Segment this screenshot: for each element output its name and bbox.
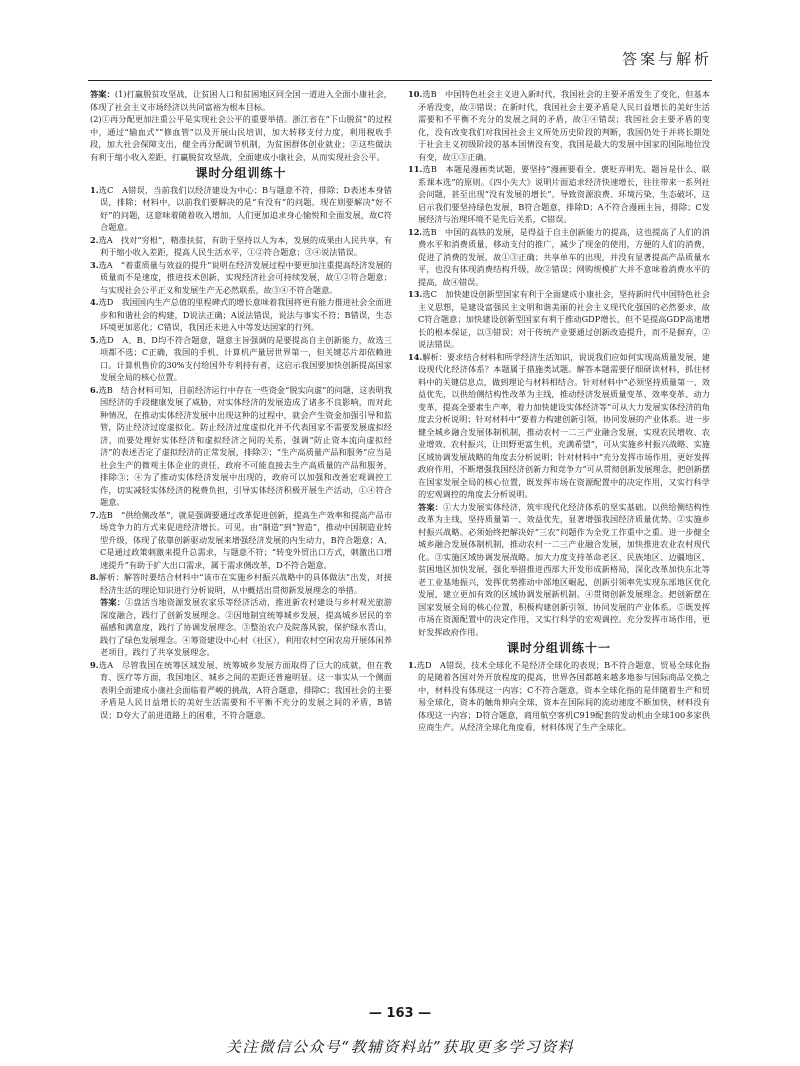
item-number: 1. xyxy=(408,659,417,670)
item-text: 选B 中国的高铁的发展，是得益于自主创新能力的提高，这也提高了人们的消费水平和消费质量，移动支付的推广，减少了现金的使用，方便的人们的消费，促进了消费的发展，故①③正确；共享单车的出现，并没有显著提高产品质量水平，也没有体现消费结构升级，故②错误；网购规模扩大并不意味着消费水平的提高，故④错误。 xyxy=(418,226,710,287)
item-number: 1. xyxy=(90,184,99,195)
list-item xyxy=(90,509,392,572)
answer-block-14 xyxy=(408,501,710,639)
item-text: 选D A、B、D均不符合题意，题意主旨强调的是要提高自主创新能力，故选三项都不选；C正确，我国的手机、计算机产量居世界第一，但关键芯片却依赖进口。计算机售价的30%支付给国外专利持有者，这启示我国要加快创新提高国家发展全局的核心位置。 xyxy=(98,334,392,382)
answer-text-1: (1)打赢脱贫攻坚战，让贫困人口和贫困地区同全国一道进入全面小康社会，体现了社会主义市场经济以共同富裕为根本目标。 xyxy=(90,89,392,112)
list-item xyxy=(408,226,710,289)
item-number: 12. xyxy=(408,226,423,237)
list-item xyxy=(408,163,710,226)
section-title-10: 课时分组训练十 xyxy=(195,166,287,180)
answer-text: ①盘活当地资源发展农家乐等经济活动，推进新农村建设与乡村观光旅游深度融合，践行了创新发展理念。②因地制宜统筹城乡发展，提高城乡居民的幸福感和满意度，践行了协调发展理念。③整治农户及院落风貌，保护绿水青山，践行了绿色发展理念。④筹资建设中心村（社区），利用农村空闲农房开展体闲养老项目，践行了共享发展理念。 xyxy=(100,597,392,657)
item-text: 选B 结合材料可知，目前经济运行中存在一些资金“脱实向虚”的问题，这表明我国经济的手段健康发展了威胁，对实体经济的发展造成了诸多不良影响，而对此种情况，在推动实体经济发展中出现这种的过程中，就会产生资金加强引导和监管，防止经济过度虚拟化。防止经济过度虚拟化并不代表国家不需要发展虚拟经济，而要处理好实体经济和虚拟经济之间的关系，强调“防止资本流向虚拟经济”的表述否定了虚拟经济的正常发展，排除②；“生产高质量产品和服务”应当是社会生产的微观主体企业的责任，政府不可能直接去生产高质量的产品和服务，排除③；④为了推动实体经济发展中出现的，政府可以加强和改善宏观调控工作，切实减轻实体经济的税费负担，引导实体经济积极开展生产活动，①④符合题意。 xyxy=(98,384,392,507)
list-item xyxy=(408,659,710,734)
answer-label: 答案： xyxy=(100,597,126,607)
item-number: 10. xyxy=(408,89,423,99)
answer-block-prev xyxy=(90,88,392,113)
item-text: 选C 加快建设创新型国家有利于全面建成小康社会，坚持新时代中国特色社会主义思想，是建设富强民主文明和谐美丽的社会主义现代化强国的必然要求，故C符合题意；加快建设创新型国家有利于推动GDP增长，但不是提高GDP高速增长的根本保证，以③错误；对于传统产业要通过创新改造提升，而不是摒弃，②说法错误。 xyxy=(418,289,710,349)
item-text: 解析：解答时要结合材料中“该市在实施乡村振兴战略中的具体做法”出发，对接经济生活的理论知识进行分析说明，从中概括出贯彻新发展理念的举措。 xyxy=(98,572,392,595)
page-header xyxy=(88,30,712,81)
list-item xyxy=(90,334,392,384)
list-item xyxy=(90,296,392,334)
page-number: — 163 — xyxy=(368,1006,432,1021)
item-text: 选D 我国国内生产总值的里程碑式的增长意味着我国将更有能力推进社会全面进步和和谐社会的构建，D说法正确；A说法错误，说法与事实不符；B错误，生态环境更加恶化；C错误，我国还未进入中等发达国家的行列。 xyxy=(98,297,392,332)
item-number: 9. xyxy=(90,659,99,670)
item-number: 13. xyxy=(408,289,423,299)
answer-label: 答案： xyxy=(90,89,115,99)
item-number: 5. xyxy=(90,334,99,345)
answer-block-8 xyxy=(90,596,392,659)
list-item xyxy=(90,571,392,596)
list-item xyxy=(408,88,710,163)
list-item xyxy=(90,384,392,509)
item-number: 4. xyxy=(90,297,99,307)
header-title: 答案与解析 xyxy=(621,50,712,68)
item-number: 6. xyxy=(90,384,99,395)
item-text: 选B 本题是漫画类试题，要坚持“漫画要看全、褒贬弄明先、题旨是什么、联系课本选”的原则。《四小失大》说明片面追求经济快速增长，往往带来一系列社会问题，甚至出现“没有发展的增长”，导致资源浪费、环境污染、生态破坏，这启示我们要坚持绿色发展，B符合题意，排除D；A不符合漫画主旨，排除；C发展经济与治理环境不是先后关系，C错误。 xyxy=(418,164,710,224)
list-item xyxy=(90,659,392,722)
item-number: 8. xyxy=(90,572,99,582)
item-text: 选B 中国特色社会主义进入新时代，我国社会的主要矛盾发生了变化，但基本矛盾没变，故②错误；在新时代，我国社会主要矛盾是人民日益增长的美好生活需要和不平衡不充分的发展之间的矛盾，故①④错误；我国社会主要矛盾的变化，没有改变我们对我国社会主义所处历史阶段的判断，我国仍处于并将长期处于社会主义初级阶段的基本国情没有变，我国是最大的发展中国家的国际地位没有变，故①③正确。 xyxy=(418,89,710,162)
item-number: 3. xyxy=(90,259,99,270)
section-title-11: 课时分组训练十一 xyxy=(506,641,611,655)
footer-note: 关注微信公众号“教辅资料站”获取更多学习资料 xyxy=(225,1038,575,1056)
item-text: 解析：要求结合材料和所学经济生活知识，说说我们应如何实现高质量发展，建设现代化经济体系？本题属于措施类试题。解答本题需要仔细研读材料，抓住材料中的关键信息点，做到理论与材料相结合。针对材料中“必须坚持质量第一、效益优先，以供给侧结构性改革为主线，推动经济发展质量变革、效率变革、动力变革，提高全要素生产率，着力加快建设实体经济等”可从大力发展实体经济的角度去分析说明；针对材料中“要着力构建创新引领，协同发展的产业体系。进一步健全城乡融合发展体制机制，推动农村一二三产业融合发展，实现农民增收、农业增效、农村振兴，让田野更富生机，充满希望”，可从实施乡村振兴战略、实施区域协调发展战略的角度去分析说明；针对材料中“充分发挥市场作用，更好发挥政府作用，不断增强我国经济创新力和竞争力”可从贯彻创新发展理念，把创新摆在国家发展全局的核心位置，既发挥市场在资源配置中的决定作用，又实行科学的宏观调控的角度去分析说明。 xyxy=(418,351,710,499)
item-number: 2. xyxy=(90,234,99,245)
answer-text: ①大力发展实体经济，筑牢现代化经济体系的坚实基础。以供给侧结构性改革为主线，坚持质量第一、效益优先，显著增强我国经济质量优势。②实施乡村振兴战略。必须始终把解决好“三农”问题作为全党工作重中之重。进一步健全城乡融合发展体制机制，推动农村一二三产业融合发展，加快推进农业农村现代化。③实施区域协调发展战略。加大力度支持革命老区、民族地区、边疆地区、贫困地区加快发展，强化举措推进西部大开发形成新格局，深化改革加快东北等老工业基地振兴，发挥优势推动中部地区崛起，创新引领率先实现东部地区优化发展，建立更加有效的区域协调发展新机制。④贯彻创新发展理念。把创新摆在国家发展全局的核心位置，积极构建创新引领、协同发展的产业体系。⑤既发挥市场在资源配置中的决定作用，又实行科学的宏观调控。充分发挥市场作用，更好发挥政府作用。 xyxy=(418,501,710,637)
list-item xyxy=(408,351,710,501)
list-item xyxy=(90,184,392,234)
item-text: 选A 找对“穷根”，精准扶贫，有助于坚持以人为本，发展的成果由人民共享，有利于缩小收入差距，提高人民生活水平，①②符合题意；③④说法错误。 xyxy=(98,234,392,257)
list-item xyxy=(90,234,392,259)
item-text: 选A 尽管我国在统筹区域发展、统筹城乡发展方面取得了巨大的成就，但在教育、医疗等方面，我国地区、城乡之间的差距还普遍明显。这一事实从一个侧面表明全面建成小康社会面临着严峻的挑战，A符合题意，排除C；我国社会的主要矛盾是人民日益增长的美好生活需要和不平衡不充分的发展之间的矛盾，B错误；D夸大了前进道路上的困难，不符合题意。 xyxy=(98,659,392,720)
right-column xyxy=(408,88,710,734)
left-column xyxy=(90,88,392,721)
item-text: 选B “供给侧改革”，就是强调要通过改革促进创新，提高生产效率和提高产品市场竞争力的方式来促进经济增长。可见，由“制造”到“智造”，推动中国制造业转型升级，体现了依靠创新驱动发展来增强经济发展的内生动力，B符合题意；A、C是通过政策刺激来提升总需求，与题意不符；“转变外贸出口方式，刺激出口增速提升”有助于扩大出口需求，属于需求侧改革，D不符合题意。 xyxy=(98,509,392,570)
item-number: 11. xyxy=(408,164,423,174)
item-text: 选A “着重质量与效益的提升”说明在经济发展过程中要更加注重提高经济发展的质量而不是速度，推进技术创新，实现经济社会可持续发展，故①②符合题意；与实现社会公平正义和发展生产无必然联系，故③④不符合题意。 xyxy=(98,259,392,295)
item-text: 选D A错误，技术全球化不是经济全球化的表现；B不符合题意，贸易全球化指的是随着各国对外开放程度的提高，世界各国都越来越多地参与国际商品交换之中，材料没有体现这一内容；C不符合题意，资本全球化指的是伴随着生产和贸易全球化，资本的触角伸向全球，资本在国际间的流动速度不断加快，材料没有体现这一内容；D符合题意，商用航空客机C919配套的发动机由全球100多家供应商生产。从经济全球化角度看，材料体现了生产全球化。 xyxy=(416,659,710,732)
item-number: 7. xyxy=(90,509,99,520)
answer-label: 答案： xyxy=(418,501,444,512)
list-item xyxy=(408,288,710,351)
item-text: 选C A错误，当前我们以经济建设为中心；B与题意不符，排除；D表述本身错误，排除；材料中，以前我们要解决的是“有没有”的问题，现在则要解决“好不好”的问题，这意味着随着收入增加，人们更加追求身心愉悦和全面发展，故C符合题意。 xyxy=(98,184,392,232)
item-number: 14. xyxy=(408,351,423,362)
answer-text-2: (2)①再分配更加注重公平是实现社会公平的重要举措。浙江省在“下山脱贫”的过程中，通过“输血式”“修血管”以及开展山民培训，加大转移支付力度，利用税收手段，加大社会保障支出，健全再分配调节机制，为贫困群体创业就业；②这些做法有利于缩小收入差距，打赢脱贫攻坚战，全面建成小康社会，从而实现社会公平。 xyxy=(90,114,392,162)
list-item xyxy=(90,259,392,297)
